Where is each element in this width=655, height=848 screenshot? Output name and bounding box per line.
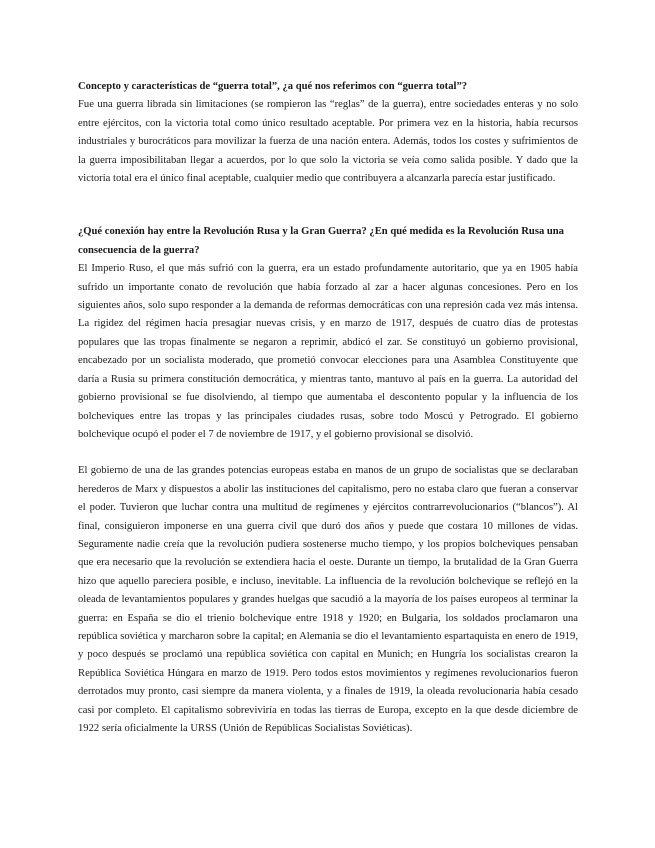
section-spacer: [78, 188, 578, 223]
section-heading: ¿Qué conexión hay entre la Revolución Rusa y la Gran Guerra? ¿En qué medida es la Revolución Rusa una consecuencia de la guerra?: [78, 226, 564, 256]
paragraph-spacer: [78, 444, 578, 462]
section-revolucion-rusa: [78, 223, 578, 738]
section-heading: Concepto y características de “guerra total”, ¿a qué nos referimos con “guerra total”?: [78, 81, 468, 92]
section-paragraph: Fue una guerra librada sin limitaciones (se rompieron las “reglas” de la guerra), entre sociedades enteras y no solo entre ejércitos, con la victoria total como único resultado aceptable. Por primera vez en la historia, había recursos industriales y burocráticos para movilizar la fuerza de una nación entera. Además, todos los costes y sufrimientos de la guerra imposibilitaban llegar a acuerdos, por lo que solo la victoria se veía como salida posible. Y dado que la victoria total era el único final aceptable, cualquier medio que contribuyera a alcanzarla parecía estar justificado.: [78, 99, 578, 185]
document-page: [78, 78, 578, 738]
section-paragraph: El Imperio Ruso, el que más sufrió con la guerra, era un estado profundamente autoritario, que ya en 1905 había sufrido un importante conato de revolución que había forzado al zar a hacer algunas concesiones. Pero en los siguientes años, solo supo responder a la demanda de reformas democráticas con una represión cada vez más intensa. La rigidez del régimen hacía presagiar nuevas crisis, y en marzo de 1917, después de cuatro días de protestas populares que las tropas finalmente se negaron a reprimir, abdicó el zar. Se constituyó un gobierno provisional, encabezado por un socialista moderado, que prometió convocar elecciones para una Asamblea Constituyente que daría a Rusia su primera constitución democrática, y mientras tanto, mantuvo al país en la guerra. La autoridad del gobierno provisional se fue disolviendo, al tiempo que aumentaba el descontento popular y la influencia de los bolcheviques entre las tropas y las principales ciudades rusas, sobre todo Moscú y Petrogrado. El gobierno bolchevique ocupó el poder el 7 de noviembre de 1917, y el gobierno provisional se disolvió.: [78, 263, 578, 440]
section-paragraph: El gobierno de una de las grandes potencias europeas estaba en manos de un grupo de socialistas que se declaraban herederos de Marx y dispuestos a abolir las instituciones del capitalismo, pero no estaba claro que fueran a conservar el poder. Tuvieron que luchar contra una multitud de regímenes y ejércitos contrarrevolucionarios (“blancos”). Al final, consiguieron imponerse en una guerra civil que duró dos años y puede que costara 10 millones de vidas. Seguramente nadie creía que la revolución pudiera sostenerse mucho tiempo, y los propios bolcheviques pensaban que era necesario que la revolución se extendiera hacia el oeste. Durante un tiempo, la brutalidad de la Gran Guerra hizo que aquello pareciera posible, e incluso, inevitable. La influencia de la revolución bolchevique se reflejó en la oleada de levantamientos populares y grandes huelgas que sacudió a la mayoría de los países europeos al terminar la guerra: en España se dio el trienio bolchevique entre 1918 y 1920; en Bulgaria, los soldados proclamaron una república soviética y marcharon sobre la capital; en Alemania se dio el levantamiento espartaquista en enero de 1919, y poco después se proclamó una república soviética con capital en Munich; en Hungría los socialistas crearon la República Soviética Húngara en marzo de 1919. Pero todos estos movimientos y regímenes revolucionarios fueron derrotados muy pronto, casi siempre da manera violenta, y a finales de 1919, la oleada revolucionaria había cesado casi por completo. El capitalismo sobreviviría en todas las tierras de Europa, excepto en la que desde diciembre de 1922 sería oficialmente la URSS (Unión de Repúblicas Socialistas Soviéticas).: [78, 465, 578, 734]
section-guerra-total: [78, 78, 578, 188]
